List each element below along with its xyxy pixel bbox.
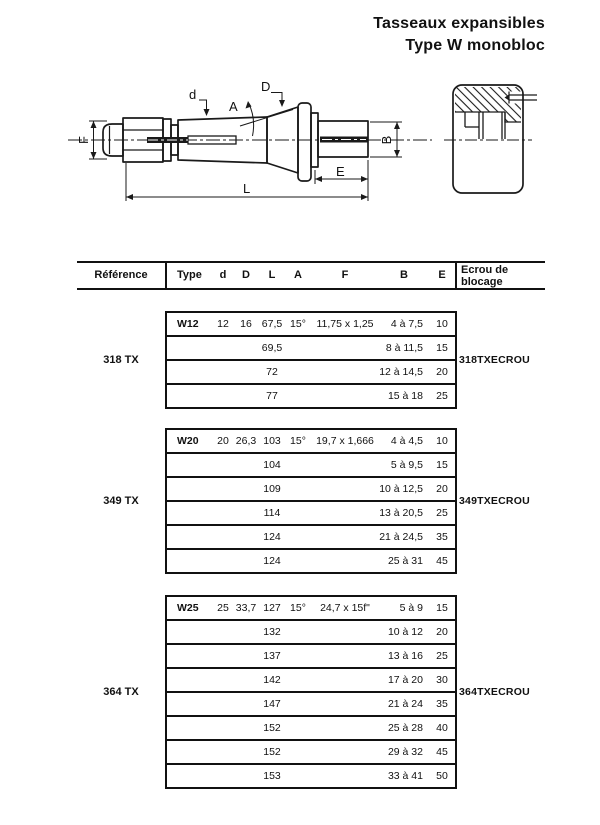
cell-D	[233, 526, 259, 548]
dim-label-E: E	[336, 164, 345, 179]
cell-D	[233, 337, 259, 359]
cell-F: 11,75 x 1,25	[316, 318, 374, 330]
cell-A	[285, 717, 311, 739]
dim-label-L: L	[243, 181, 251, 196]
cell-B: 10 à 12,5	[379, 483, 423, 495]
cell-E: 35	[436, 698, 448, 710]
cell-type	[177, 741, 213, 763]
header-F: F	[341, 269, 349, 281]
cell-d	[213, 693, 233, 715]
cell-B: 5 à 9,5	[390, 459, 423, 471]
cell-A	[285, 454, 311, 476]
title-line-1: Tasseaux expansibles	[373, 15, 545, 32]
table-row	[167, 313, 455, 337]
cell-type	[177, 337, 213, 359]
cell-F	[311, 717, 379, 739]
header-E: E	[438, 269, 446, 281]
header-ecrou-line1: Ecrou de	[461, 264, 509, 276]
header-L: L	[268, 269, 276, 281]
cell-B: 13 à 16	[387, 650, 423, 662]
cell-L: 153	[263, 770, 281, 782]
cell-B: 21 à 24	[387, 698, 423, 710]
cell-A	[285, 478, 311, 500]
cell-type: W12	[177, 318, 199, 330]
cell-A	[285, 765, 311, 787]
cell-E: 40	[436, 722, 448, 734]
table-row	[167, 717, 455, 741]
cell-D	[233, 502, 259, 524]
dim-label-d: d	[189, 87, 197, 102]
cell-D: 16	[240, 318, 252, 330]
cell-D	[233, 361, 259, 383]
cell-E: 15	[436, 459, 448, 471]
cell-F	[311, 741, 379, 763]
cell-L: 124	[263, 555, 281, 567]
cell-F	[311, 337, 379, 359]
cell-d	[213, 478, 233, 500]
title-line-2: Type W monobloc	[405, 37, 545, 54]
table-row	[167, 502, 455, 526]
cell-type	[177, 669, 213, 691]
dim-label-A: A	[229, 99, 238, 114]
cell-E: 30	[436, 674, 448, 686]
cell-type	[177, 550, 213, 572]
table-block-364tx	[165, 595, 457, 789]
cell-B: 8 à 11,5	[385, 342, 423, 354]
set-screw	[505, 92, 538, 104]
cell-D	[233, 669, 259, 691]
cell-F	[311, 478, 379, 500]
header-A: A	[294, 269, 302, 281]
page-title	[373, 13, 545, 57]
ecrou-label: 318TXECROU	[459, 354, 530, 366]
cell-F	[311, 361, 379, 383]
dim-label-F: F	[76, 136, 91, 144]
cell-D	[233, 454, 259, 476]
cell-d	[213, 669, 233, 691]
header-B: B	[400, 269, 408, 281]
flange	[298, 103, 311, 181]
cell-F: 19,7 x 1,666	[316, 435, 374, 447]
cell-F	[311, 693, 379, 715]
cell-L: 124	[263, 531, 281, 543]
cell-A: 15°	[290, 602, 306, 614]
cell-L: 77	[266, 390, 278, 402]
cell-d	[213, 550, 233, 572]
cell-L: 103	[263, 435, 281, 447]
header-ecrou-line2: blocage	[461, 276, 503, 288]
cell-E: 10	[436, 318, 448, 330]
technical-drawing	[55, 70, 545, 215]
table-row	[167, 361, 455, 385]
cell-A: 15°	[290, 435, 306, 447]
cell-B: 5 à 9	[399, 602, 423, 614]
cell-A	[285, 693, 311, 715]
cell-D	[233, 693, 259, 715]
cell-d	[213, 621, 233, 643]
cell-B: 10 à 12	[387, 626, 423, 638]
cell-F	[311, 385, 379, 407]
cell-B: 21 à 24,5	[379, 531, 423, 543]
cell-L: 152	[263, 746, 281, 758]
cell-F	[311, 645, 379, 667]
cell-E: 45	[436, 746, 448, 758]
cell-D	[233, 621, 259, 643]
cell-type	[177, 385, 213, 407]
cell-F	[311, 502, 379, 524]
reference-label: 364 TX	[103, 686, 139, 698]
cell-B: 33 à 41	[387, 770, 423, 782]
cell-E: 35	[436, 531, 448, 543]
cell-L: 104	[263, 459, 281, 471]
cell-E: 20	[436, 483, 448, 495]
header-columns	[165, 263, 455, 288]
table-row	[167, 765, 455, 787]
cell-d: 20	[217, 435, 229, 447]
cell-D	[233, 717, 259, 739]
header-d: d	[219, 269, 227, 281]
table-row	[167, 550, 455, 572]
cell-type	[177, 645, 213, 667]
cell-type: W20	[177, 435, 199, 447]
cell-A	[285, 502, 311, 524]
cell-L: 127	[263, 602, 281, 614]
cell-A	[285, 526, 311, 548]
cell-F	[311, 526, 379, 548]
cell-L: 137	[263, 650, 281, 662]
cell-F	[311, 550, 379, 572]
cell-L: 69,5	[261, 342, 283, 354]
table-row	[167, 645, 455, 669]
cell-F	[311, 669, 379, 691]
cell-E: 25	[436, 507, 448, 519]
reference-label: 318 TX	[103, 354, 139, 366]
table-row	[167, 385, 455, 407]
ecrou-label: 349TXECROU	[459, 495, 530, 507]
cell-E: 25	[436, 390, 448, 402]
cell-type	[177, 526, 213, 548]
table-row	[167, 526, 455, 550]
cell-L: 147	[263, 698, 281, 710]
cell-B: 4 à 7,5	[390, 318, 423, 330]
table-row	[167, 337, 455, 361]
cell-F	[311, 765, 379, 787]
cell-B: 29 à 32	[387, 746, 423, 758]
cell-type	[177, 621, 213, 643]
cell-A	[285, 550, 311, 572]
cell-D	[233, 741, 259, 763]
cell-d	[213, 765, 233, 787]
cell-L: 72	[266, 366, 278, 378]
table-row	[167, 621, 455, 645]
cell-A	[285, 741, 311, 763]
cell-D	[233, 765, 259, 787]
cell-type	[177, 717, 213, 739]
table-row	[167, 597, 455, 621]
dim-label-D: D	[261, 79, 271, 94]
header-type: Type	[177, 269, 202, 281]
cell-type: W25	[177, 602, 199, 614]
cell-type	[177, 765, 213, 787]
cell-L: 132	[263, 626, 281, 638]
cell-L: 114	[263, 507, 281, 519]
header-ecrou	[455, 263, 545, 288]
cell-L: 142	[263, 674, 281, 686]
cell-L: 67,5	[261, 318, 283, 330]
cell-E: 15	[436, 342, 448, 354]
cell-d	[213, 361, 233, 383]
table-row	[167, 454, 455, 478]
table-row	[167, 430, 455, 454]
cell-B: 17 à 20	[387, 674, 423, 686]
cell-D: 33,7	[235, 602, 257, 614]
cell-E: 20	[436, 626, 448, 638]
cell-d	[213, 526, 233, 548]
cell-A	[285, 621, 311, 643]
cell-type	[177, 454, 213, 476]
cell-d: 25	[217, 602, 229, 614]
cell-A	[285, 385, 311, 407]
cell-E: 50	[436, 770, 448, 782]
cell-d	[213, 454, 233, 476]
cell-D: 26,3	[235, 435, 257, 447]
table-row	[167, 669, 455, 693]
cell-E: 20	[436, 366, 448, 378]
cell-B: 25 à 28	[387, 722, 423, 734]
cell-F: 24,7 x 15f"	[320, 602, 370, 614]
cell-d	[213, 385, 233, 407]
cell-L: 109	[263, 483, 281, 495]
cell-F	[311, 454, 379, 476]
table-row	[167, 741, 455, 765]
cell-E: 25	[436, 650, 448, 662]
reference-label: 349 TX	[103, 495, 139, 507]
cell-d	[213, 502, 233, 524]
cell-B: 13 à 20,5	[379, 507, 423, 519]
cell-A	[285, 361, 311, 383]
cell-E: 15	[436, 602, 448, 614]
cell-E: 45	[436, 555, 448, 567]
cell-L: 152	[263, 722, 281, 734]
cell-d	[213, 717, 233, 739]
cell-type	[177, 361, 213, 383]
cell-D	[233, 550, 259, 572]
table-row	[167, 693, 455, 717]
ecrou-label: 364TXECROU	[459, 686, 530, 698]
table-header	[77, 261, 545, 290]
cell-B: 25 à 31	[387, 555, 423, 567]
cell-d	[213, 337, 233, 359]
cell-F	[311, 621, 379, 643]
cell-B: 12 à 14,5	[379, 366, 423, 378]
table-row	[167, 478, 455, 502]
cell-d	[213, 741, 233, 763]
cell-E: 10	[436, 435, 448, 447]
cell-D	[233, 385, 259, 407]
cell-B: 15 à 18	[387, 390, 423, 402]
cell-A	[285, 645, 311, 667]
cell-d: 12	[217, 318, 229, 330]
locking-nut-section-view	[444, 85, 537, 193]
header-reference: Référence	[94, 269, 148, 281]
dim-label-B: B	[379, 135, 394, 145]
cell-A	[285, 669, 311, 691]
cell-A: 15°	[290, 318, 306, 330]
table-block-318tx	[165, 311, 457, 409]
cell-D	[233, 478, 259, 500]
cell-B: 4 à 4,5	[390, 435, 423, 447]
cell-type	[177, 693, 213, 715]
header-D: D	[242, 269, 250, 281]
cell-type	[177, 478, 213, 500]
cell-d	[213, 645, 233, 667]
cell-type	[177, 502, 213, 524]
table-block-349tx	[165, 428, 457, 574]
cell-A	[285, 337, 311, 359]
cell-D	[233, 645, 259, 667]
